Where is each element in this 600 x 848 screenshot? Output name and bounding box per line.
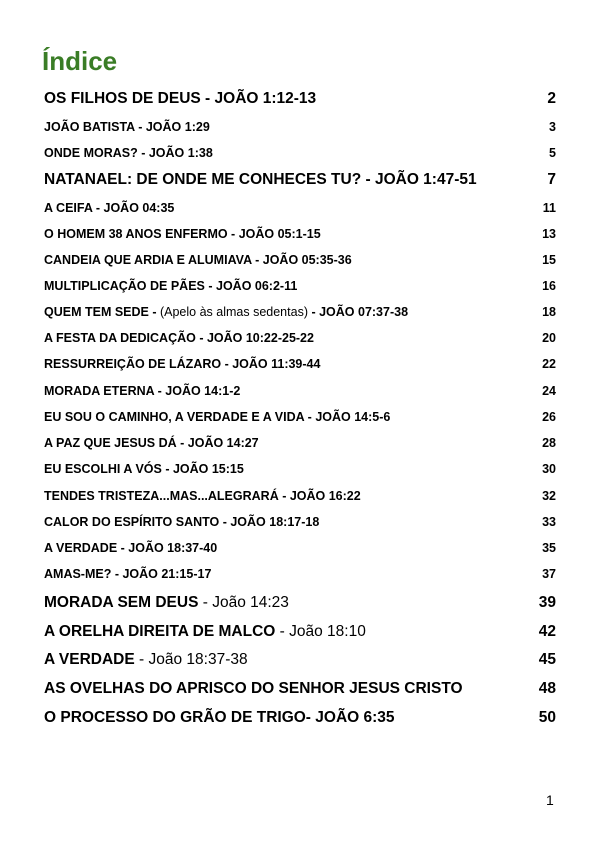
toc-entry[interactable] (44, 384, 556, 398)
toc-entry-title: ONDE MORAS? - JOÃO 1:38 (44, 146, 213, 160)
toc-entry-page: 2 (547, 90, 556, 107)
toc-entry[interactable] (44, 541, 556, 555)
toc-entry-title: TENDES TRISTEZA...MAS...ALEGRARÁ - JOÃO 16:22 (44, 489, 361, 503)
toc-entry-page: 26 (542, 410, 556, 424)
toc-entry-page: 42 (538, 623, 556, 640)
toc-entry[interactable] (44, 201, 556, 215)
toc-entry-page: 24 (542, 384, 556, 398)
toc-entry[interactable] (44, 90, 556, 108)
toc-entry-title: A CEIFA - JOÃO 04:35 (44, 201, 175, 215)
toc-entry[interactable] (44, 709, 556, 727)
toc-entry-title: AS OVELHAS DO APRISCO DO SENHOR JESUS CRISTO (44, 680, 463, 697)
toc-entry-title: O PROCESSO DO GRÃO DE TRIGO- JOÃO 6:35 (44, 709, 395, 726)
toc-entry[interactable] (44, 567, 556, 581)
page-title: Índice (42, 46, 118, 76)
toc-entry-title: O HOMEM 38 ANOS ENFERMO - JOÃO 05:1-15 (44, 227, 321, 241)
toc-entry-title: JOÃO BATISTA - JOÃO 1:29 (44, 120, 210, 134)
toc-entry-page: 11 (542, 201, 556, 215)
page-number: 1 (546, 792, 554, 808)
toc-entry-page: 50 (538, 709, 556, 726)
toc-entry-title: MULTIPLICAÇÃO DE PÃES - JOÃO 06:2-11 (44, 279, 298, 293)
toc-entry[interactable] (44, 305, 556, 319)
toc-entry-page: 37 (542, 567, 556, 581)
toc-entry[interactable] (44, 651, 556, 669)
toc-entry[interactable] (44, 279, 556, 293)
toc-entry[interactable] (44, 120, 556, 134)
toc-entry-page: 35 (542, 541, 556, 555)
toc-entry-page: 16 (542, 279, 556, 293)
toc-entry-title: QUEM TEM SEDE - (Apelo às almas sedentas) - JOÃO 07:37-38 (44, 305, 409, 319)
toc-entry-title: A PAZ QUE JESUS DÁ - JOÃO 14:27 (44, 436, 259, 450)
toc-entry-title: A VERDADE - JOÃO 18:37-40 (44, 541, 218, 555)
toc-entry-page: 32 (542, 489, 556, 503)
toc-entry-page: 33 (542, 515, 556, 529)
toc-entry[interactable] (44, 331, 556, 345)
toc-entry[interactable] (44, 515, 556, 529)
toc-entry-title: A FESTA DA DEDICAÇÃO - JOÃO 10:22-25-22 (44, 331, 314, 345)
toc-entry-page: 22 (542, 357, 556, 371)
toc-entry-title: AMAS-ME? - JOÃO 21:15-17 (44, 567, 212, 581)
toc-entry-title: EU SOU O CAMINHO, A VERDADE E A VIDA - JOÃO 14:5-6 (44, 410, 391, 424)
toc-entry[interactable] (44, 462, 556, 476)
toc-entry[interactable] (44, 253, 556, 267)
toc-entry-page: 15 (542, 253, 556, 267)
toc-entry[interactable] (44, 227, 556, 241)
toc-entry[interactable] (44, 171, 556, 189)
toc-entry-page: 20 (542, 331, 556, 345)
toc-entry[interactable] (44, 623, 556, 641)
toc-entry[interactable] (44, 489, 556, 503)
toc-entry-title: CANDEIA QUE ARDIA E ALUMIAVA - JOÃO 05:35-36 (44, 253, 352, 267)
toc-entry[interactable] (44, 436, 556, 450)
toc-entry-page: 18 (542, 305, 556, 319)
toc-entry-page: 3 (549, 120, 556, 134)
toc-entry-title: OS FILHOS DE DEUS - JOÃO 1:12-13 (44, 90, 317, 107)
toc-entry-title: A ORELHA DIREITA DE MALCO - João 18:10 (44, 623, 366, 640)
toc-entry-page: 30 (542, 462, 556, 476)
toc-entry-title: MORADA SEM DEUS - João 14:23 (44, 594, 289, 611)
toc-entry[interactable] (44, 357, 556, 371)
toc-entry-title: A VERDADE - João 18:37-38 (44, 651, 248, 668)
toc-entry-page: 7 (547, 171, 556, 188)
toc-entry[interactable] (44, 680, 556, 698)
toc-entry-page: 45 (538, 651, 556, 668)
toc-entry-page: 13 (542, 227, 556, 241)
toc-entry-page: 48 (538, 680, 556, 697)
toc-entry-title: RESSURREIÇÃO DE LÁZARO - JOÃO 11:39-44 (44, 357, 321, 371)
toc-entry[interactable] (44, 410, 556, 424)
toc-entry-page: 5 (549, 146, 556, 160)
toc-entry-page: 39 (538, 594, 556, 611)
toc-entry-title: EU ESCOLHI A VÓS - JOÃO 15:15 (44, 462, 244, 476)
toc-entry[interactable] (44, 594, 556, 612)
toc-entry-page: 28 (542, 436, 556, 450)
toc-entry-title: NATANAEL: DE ONDE ME CONHECES TU? - JOÃO 1:47-51 (44, 171, 477, 188)
toc-entry-title: CALOR DO ESPÍRITO SANTO - JOÃO 18:17-18 (44, 515, 320, 529)
toc-entry[interactable] (44, 146, 556, 160)
toc-entry-title: MORADA ETERNA - JOÃO 14:1-2 (44, 384, 241, 398)
